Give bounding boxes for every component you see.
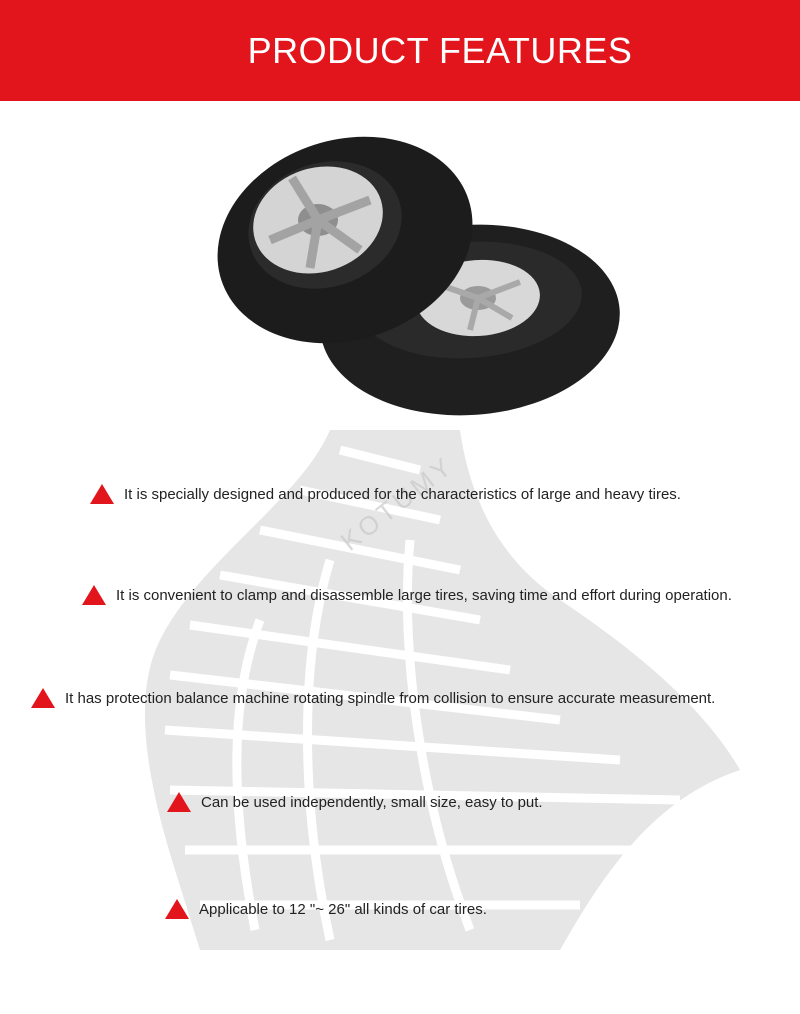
- watermark: KOTUMY: [334, 449, 460, 557]
- feature-text: It has protection balance machine rotating spindle from collision to ensure accurate measurement.: [65, 689, 716, 707]
- feature-item: [167, 792, 543, 812]
- page-title: PRODUCT FEATURES: [247, 30, 633, 71]
- feature-item: [165, 899, 487, 919]
- feature-item: [31, 688, 715, 708]
- feature-text: It is specially designed and produced for the characteristics of large and heavy tires.: [124, 485, 681, 503]
- red-triangle-icon: [165, 899, 189, 919]
- red-triangle-icon: [82, 585, 106, 605]
- feature-item: [90, 484, 681, 504]
- feature-item: [82, 585, 732, 605]
- tires-illustration: [0, 101, 800, 1014]
- red-triangle-icon: [90, 484, 114, 504]
- feature-text: Can be used independently, small size, easy to put.: [201, 793, 543, 811]
- red-triangle-icon: [167, 792, 191, 812]
- feature-text: Applicable to 12 "~ 26" all kinds of car tires.: [199, 900, 487, 918]
- feature-text: It is convenient to clamp and disassemble large tires, saving time and effort during operation.: [116, 586, 732, 604]
- red-triangle-icon: [31, 688, 55, 708]
- header-banner: [0, 0, 800, 101]
